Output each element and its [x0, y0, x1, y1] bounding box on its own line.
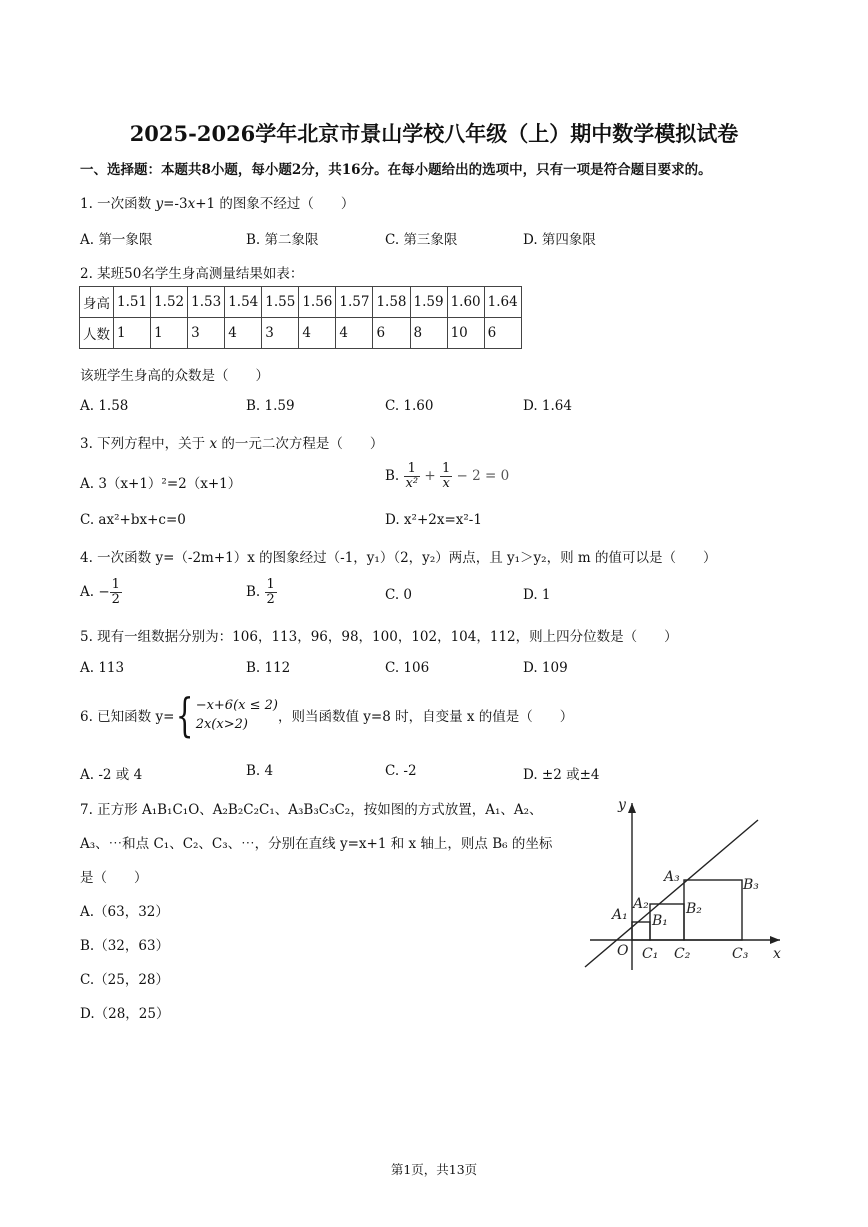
q2-option-a: A. 1.58 — [80, 398, 129, 414]
question-5-stem: 5. 现有一组数据分别为：106，113，96，98，100，102，104，112，则上四分位数是（ ） — [80, 629, 678, 645]
q6-option-b: B. 4 — [246, 763, 274, 779]
q4-option-b-label: B. — [246, 584, 265, 601]
label-a3: A₃ — [664, 869, 680, 885]
label-origin: O — [617, 943, 629, 959]
fraction — [265, 578, 277, 606]
label-y: y — [618, 797, 626, 813]
table-cell: 3 — [262, 318, 299, 349]
fraction — [110, 578, 122, 606]
fraction-numerator: 1 — [441, 461, 451, 476]
q4-option-a-label: A. − — [80, 584, 110, 601]
q6-option-a: A. -2 或 4 — [80, 767, 143, 783]
piecewise-cases — [196, 696, 278, 735]
q6-stem-part: ，则当函数值 y=8 时，自变量 x 的值是（ ） — [277, 709, 574, 725]
table-cell: 1 — [151, 318, 188, 349]
q5-option-b: B. 112 — [246, 660, 291, 676]
fraction-numerator: 1 — [404, 462, 421, 477]
q4-option-c: C. 0 — [385, 587, 413, 603]
q5-option-c: C. 106 — [385, 660, 430, 676]
table-cell: 1.64 — [484, 287, 521, 318]
q3-option-b-label: B. — [385, 468, 404, 485]
q1-option-d: D. 第四象限 — [523, 232, 596, 248]
equation-tail: − 2 = 0 — [456, 468, 510, 485]
fraction-denominator: x — [442, 475, 450, 491]
x-axis-arrow — [770, 936, 780, 944]
q1-var-x: x — [187, 196, 196, 212]
q6-stem-part: 6. 已知函数 y= — [80, 709, 175, 725]
table-cell: 1.56 — [299, 287, 336, 318]
table-cell: 1.59 — [410, 287, 447, 318]
label-a1: A₁ — [612, 907, 628, 923]
table-cell: 1.60 — [447, 287, 484, 318]
fraction-numerator: 1 — [266, 577, 275, 592]
label-a2: A₂ — [633, 896, 649, 912]
q3-option-d: D. x²+2x=x²-1 — [385, 512, 482, 528]
label-c3: C₃ — [732, 946, 749, 962]
q2-option-c: C. 1.60 — [385, 398, 434, 414]
question-6-stem — [80, 688, 574, 742]
q7-option-b: B.（32，63） — [80, 938, 170, 954]
fraction-denominator: 2 — [111, 591, 120, 607]
q4-option-b — [246, 578, 277, 606]
q3-option-c: C. ax²+bx+c=0 — [80, 512, 186, 528]
fraction-numerator: 1 — [111, 577, 120, 592]
table-cell: 1.57 — [336, 287, 373, 318]
table-cell: 4 — [299, 318, 336, 349]
label-c1: C₁ — [642, 946, 659, 962]
case-2: 2x(x>2) — [195, 717, 248, 732]
q1-option-c: C. 第三象限 — [385, 232, 458, 248]
section-heading: 一、选择题：本题共8小题，每小题2分，共16分。在每小题给出的选项中，只有一项是符合题目要求的。 — [80, 162, 712, 178]
q5-option-a: A. 113 — [80, 660, 125, 676]
q7-option-a: A.（63，32） — [80, 904, 169, 920]
table-cell: 1.51 — [114, 287, 151, 318]
plus-sign: + — [424, 468, 436, 485]
fraction-denominator: x² — [405, 475, 419, 491]
question-1-stem — [80, 192, 354, 212]
label-b3: B₃ — [743, 877, 759, 893]
line-y-equals-x-plus-1 — [585, 820, 758, 967]
table-header-cell: 身高 — [80, 287, 114, 318]
table-cell: 1.54 — [225, 287, 262, 318]
q4-option-a — [80, 578, 122, 606]
table-cell: 4 — [336, 318, 373, 349]
question-4-stem: 4. 一次函数 y=（-2m+1）x 的图象经过（-1，y₁）（2，y₂）两点，且 y₁＞y₂，则 m 的值可以是（ ） — [80, 550, 717, 566]
question-3-stem — [80, 432, 383, 452]
fraction — [440, 462, 452, 490]
fraction — [404, 462, 421, 490]
q3-option-a: A. 3（x+1）²=2（x+1） — [80, 476, 242, 492]
left-brace: { — [176, 688, 194, 742]
table-row — [80, 287, 522, 318]
table-cell: 1.52 — [151, 287, 188, 318]
q1-stem-part: =-3 — [163, 196, 188, 212]
table-cell: 1 — [114, 318, 151, 349]
table-cell: 6 — [484, 318, 521, 349]
question-7-line-1: 7. 正方形 A₁B₁C₁O、A₂B₂C₂C₁、A₃B₃C₃C₂，按如图的方式放置，A₁、A₂、 — [80, 802, 543, 818]
q6-option-d: D. ±2 或±4 — [523, 767, 600, 783]
q1-var-y: y — [155, 196, 164, 212]
table-cell: 1.58 — [373, 287, 410, 318]
label-c2: C₂ — [674, 946, 691, 962]
label-b1: B₁ — [652, 913, 668, 929]
q6-option-c: C. -2 — [385, 763, 417, 779]
table-cell: 6 — [373, 318, 410, 349]
table-cell: 10 — [447, 318, 484, 349]
table-cell: 1.53 — [188, 287, 225, 318]
q5-option-d: D. 109 — [523, 660, 568, 676]
q7-option-c: C.（25，28） — [80, 972, 169, 988]
q2-question: 该班学生身高的众数是（ ） — [80, 368, 269, 384]
q1-stem-part: 1. 一次函数 — [80, 196, 156, 212]
q3-stem-part: 3. 下列方程中，关于 — [80, 436, 210, 452]
fraction-denominator: 2 — [266, 591, 275, 607]
table-cell: 4 — [225, 318, 262, 349]
table-cell: 1.55 — [262, 287, 299, 318]
label-b2: B₂ — [686, 901, 702, 917]
case-1: −x+6(x ≤ 2) — [195, 697, 278, 713]
table-header-cell: 人数 — [80, 318, 114, 349]
q1-stem-part: +1 的图象不经过（ ） — [195, 196, 355, 212]
squares-on-line-figure — [580, 795, 790, 975]
q2-option-d: D. 1.64 — [523, 398, 572, 414]
q4-option-d: D. 1 — [523, 587, 551, 603]
question-7-line-2: A₃、⋯和点 C₁、C₂、C₃、⋯，分别在直线 y=x+1 和 x 轴上，则点 B₆ 的坐标 — [80, 836, 553, 852]
q3-option-b — [385, 462, 509, 490]
question-2-stem: 2. 某班50名学生身高测量结果如表： — [80, 266, 304, 282]
q3-var-x: x — [209, 436, 218, 452]
y-axis-arrow — [628, 803, 636, 813]
q1-option-b: B. 第二象限 — [246, 232, 319, 248]
q1-option-a: A. 第一象限 — [80, 232, 153, 248]
height-table — [79, 286, 522, 349]
q3-stem-part: 的一元二次方程是（ ） — [217, 436, 384, 452]
label-x: x — [773, 946, 781, 962]
table-cell: 3 — [188, 318, 225, 349]
table-row — [80, 318, 522, 349]
q2-option-b: B. 1.59 — [246, 398, 295, 414]
q7-option-d: D.（28，25） — [80, 1006, 170, 1022]
question-7-line-3: 是（ ） — [80, 870, 148, 886]
table-cell: 8 — [410, 318, 447, 349]
page-footer: 第1页，共13页 — [390, 1162, 478, 1177]
page-title: 2025-2026学年北京市景山学校八年级（上）期中数学模拟试卷 — [129, 121, 739, 146]
